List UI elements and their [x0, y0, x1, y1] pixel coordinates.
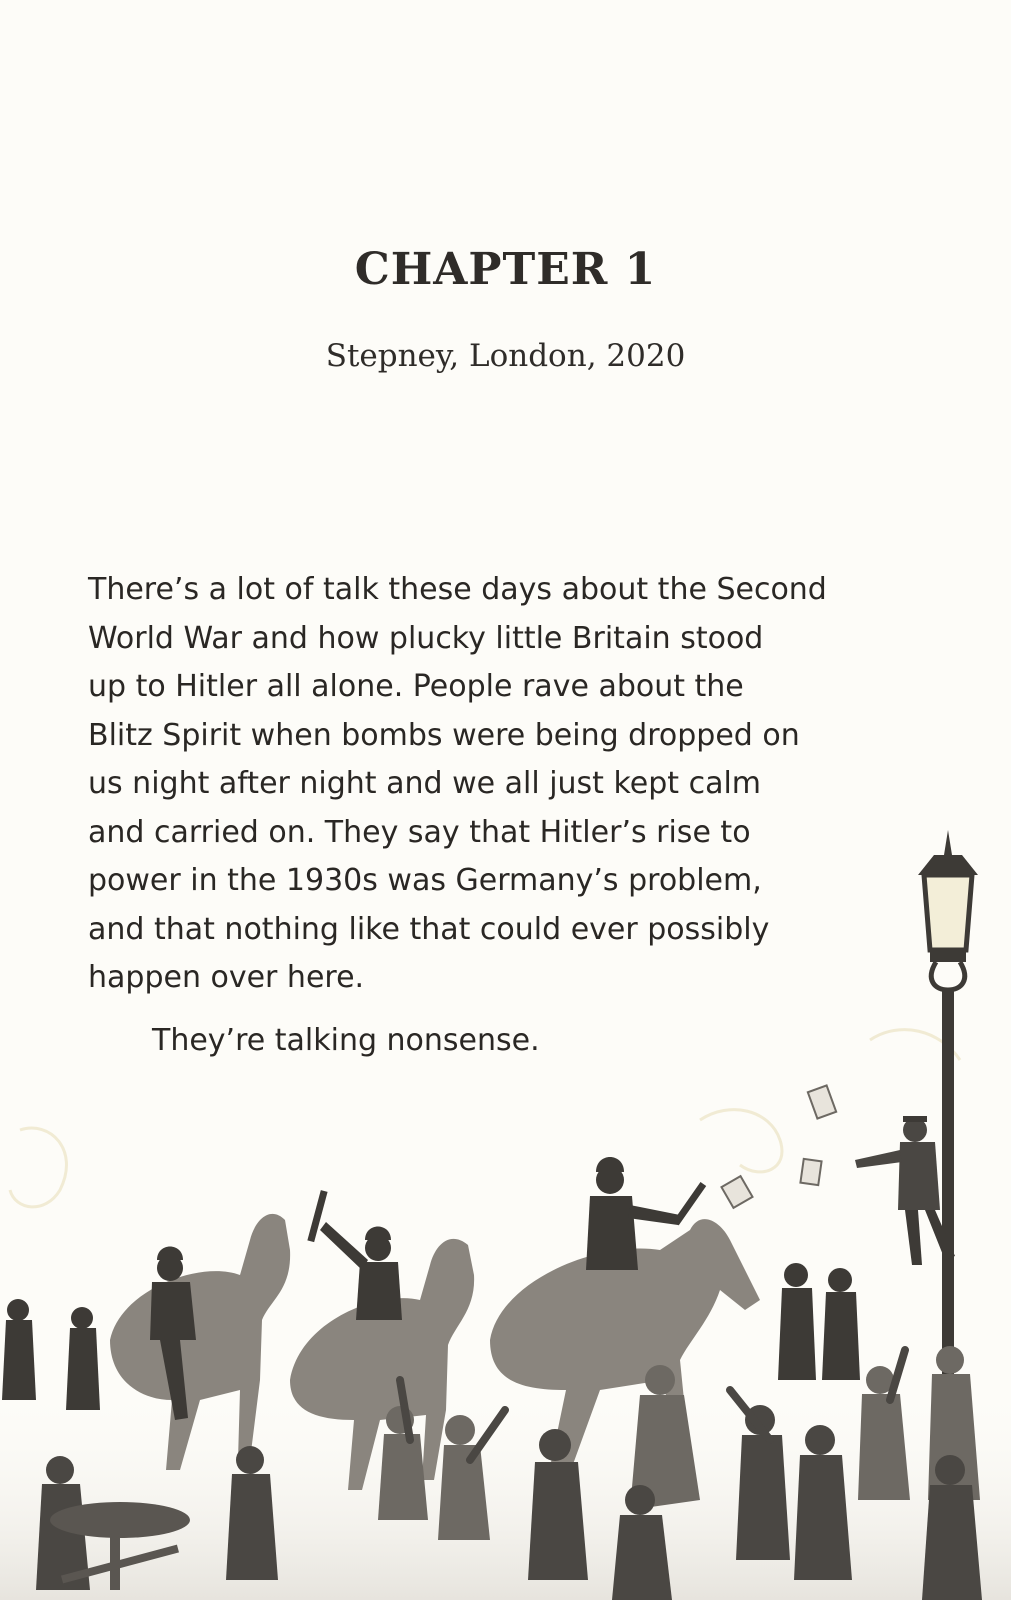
text-line: us night after night and we all just kept calm: [88, 766, 762, 801]
text-line: up to Hitler all alone. People rave about the: [88, 669, 744, 704]
leaflet-icon: [721, 1085, 836, 1207]
paragraph-2: They’re talking nonsense.: [152, 1023, 540, 1058]
text-line: World War and how plucky little Britain stood: [88, 620, 764, 656]
man-figure-icon: [855, 1116, 955, 1265]
text-line: power in the 1930s was Germany’s problem,: [88, 863, 762, 898]
text-line: There’s a lot of talk these days about the Second: [88, 572, 827, 607]
street-riot-illustration-icon: [0, 820, 1011, 1600]
text-line: happen over here.: [88, 960, 365, 995]
text-line: Blitz Spirit when bombs were being dropped on: [88, 717, 800, 753]
text-line: and that nothing like that could ever possibly: [88, 911, 770, 947]
text-line: and carried on. They say that Hitler’s rise to: [88, 814, 751, 850]
chapter-title: CHAPTER 1: [354, 244, 657, 295]
chapter-subtitle: Stepney, London, 2020: [325, 338, 686, 374]
